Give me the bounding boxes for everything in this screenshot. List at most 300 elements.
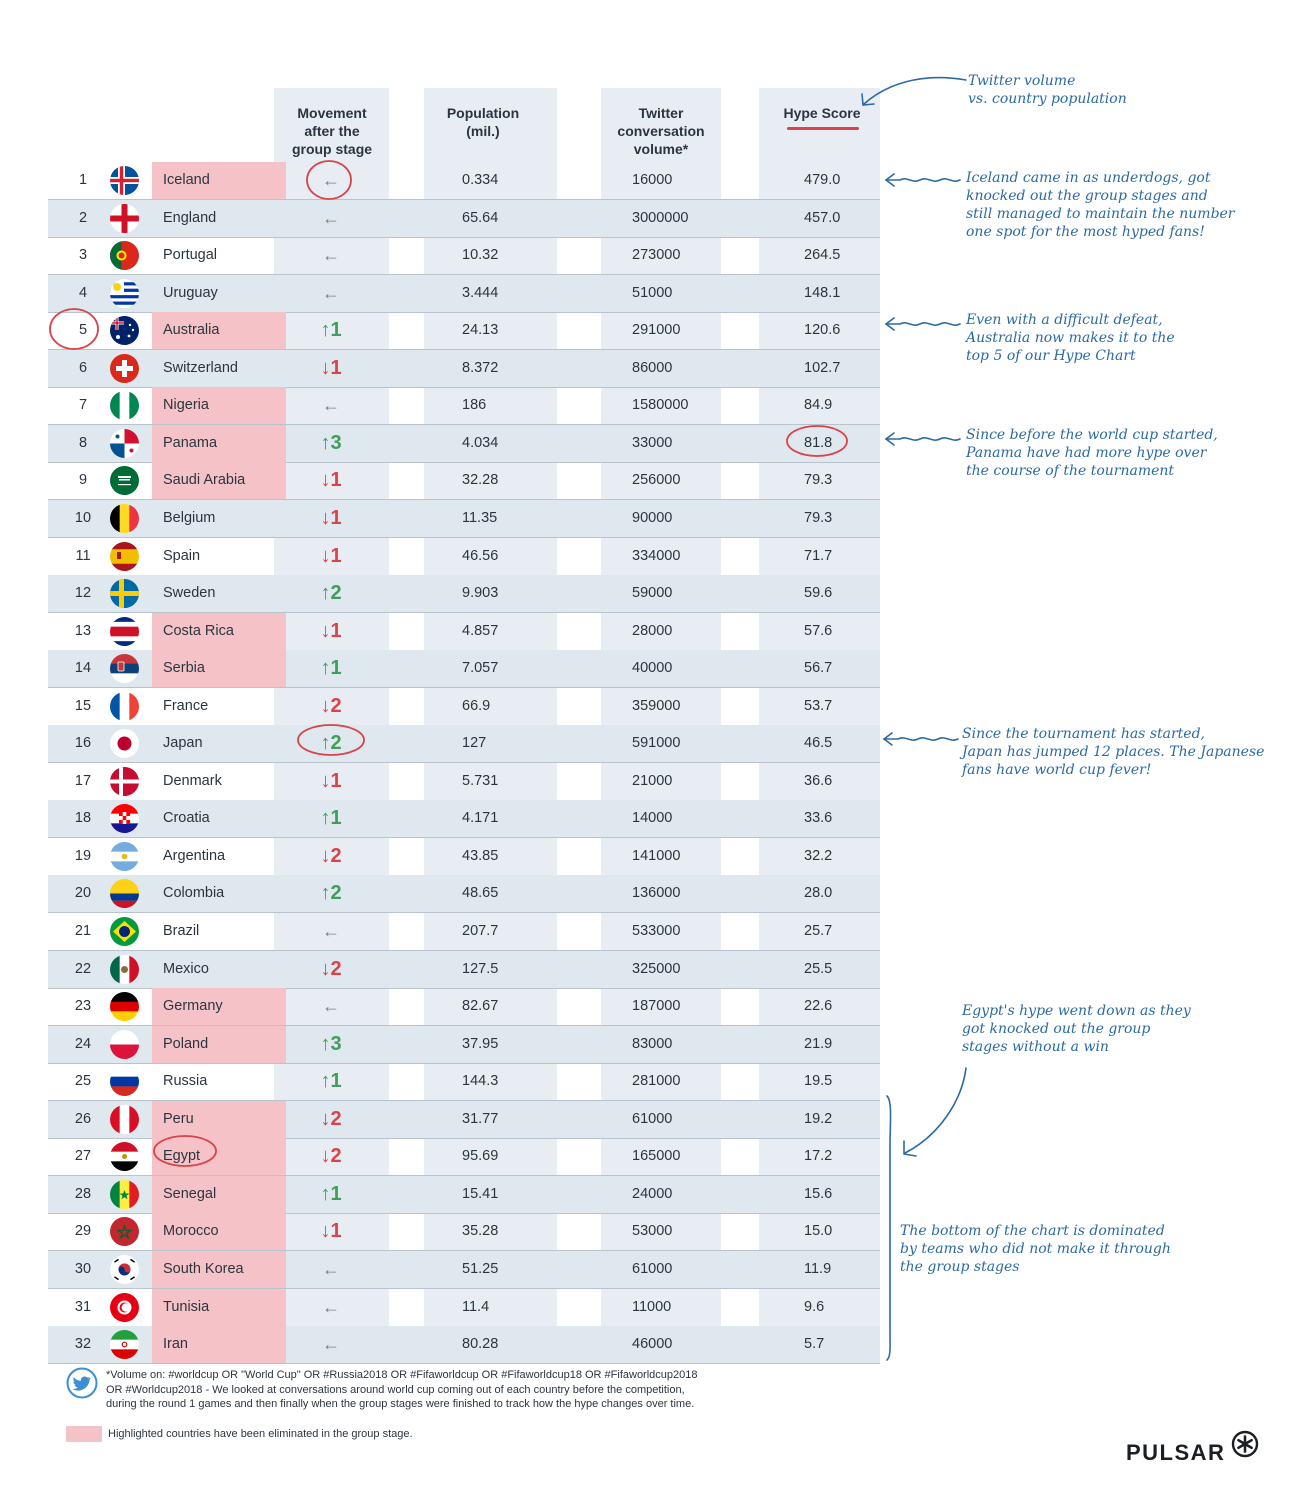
note-line: Twitter volume [968,73,1076,89]
movement-cell: ↑1 [320,1182,342,1205]
movement-cell: ↑3 [320,431,342,454]
movement-cell: ← [322,282,340,303]
hype-score-cell: 22.6 [804,998,833,1015]
bottom-note [900,1222,1171,1276]
note-line: Even with a difficult defeat, [966,312,1163,328]
brand-logo [1126,1440,1259,1472]
movement-cell: ← [322,921,340,941]
hype-score-cell: 479.0 [804,172,841,188]
rank-cell: 27 [74,1148,92,1165]
country-cell: Russia [163,1073,208,1090]
table-row [48,462,880,500]
hype-score-cell: 79.3 [804,509,833,526]
hype-score-cell: 53.7 [804,697,833,714]
population-cell: 207.7 [462,923,499,939]
rank-cell: 5 [78,322,88,339]
hype-score-cell: 264.5 [804,247,841,264]
country-cell: England [163,209,217,226]
population-cell: 24.13 [462,322,499,339]
rank-cell: 31 [74,1298,92,1315]
movement-cell: ↑2 [320,582,342,605]
table-row [48,913,880,951]
header-population: Population (mil.) [446,105,520,139]
hype-score-cell: 102.7 [804,359,841,376]
twitter-volume-cell: 187000 [632,998,681,1015]
note-line: Australia now makes it to the [966,330,1175,346]
hype-score-cell: 9.6 [804,1298,825,1315]
population-cell: 80.28 [462,1336,499,1353]
twitter-volume-cell: 59000 [632,585,673,602]
twitter-volume-cell: 136000 [632,885,681,902]
rank-cell: 7 [78,397,88,414]
movement-cell: ↓1 [320,619,342,642]
germany-flag-icon [110,992,139,1021]
population-cell: 95.69 [462,1148,499,1165]
population-cell: 43.85 [462,847,499,864]
twitter-volume-cell: 46000 [632,1336,673,1353]
rank-cell: 12 [74,585,92,602]
movement-cell: ↓1 [320,469,342,492]
rank-cell: 18 [74,810,92,827]
population-cell: 9.903 [462,585,499,602]
sweden-flag-icon [110,579,139,608]
country-cell: Egypt [152,1138,286,1175]
twitter-volume-cell: 141000 [632,847,681,864]
table-row [48,538,880,576]
poland-flag-icon [110,1030,139,1059]
hype-score-cell: 15.6 [804,1185,833,1202]
twitter-volume-cell: 40000 [632,660,673,677]
portugal-flag-icon [110,241,139,270]
twitter-volume-cell: 53000 [632,1223,673,1240]
iceland-note-arrow [886,179,960,181]
note-line: Panama have had more hype over [966,445,1207,461]
population-cell: 65.64 [462,209,499,226]
population-cell: 186 [462,397,487,414]
movement-cell: ↓2 [320,694,342,717]
spain-flag-icon [110,542,139,571]
rank-cell: 22 [74,960,92,977]
country-cell: Costa Rica [152,613,286,650]
table-row [48,312,880,350]
senegal-flag-icon [110,1180,139,1209]
panama-flag-icon [110,429,139,458]
australia-note [966,311,1175,365]
hype-score-cell: 15.0 [804,1223,833,1240]
rank-cell: 30 [74,1260,92,1277]
movement-cell: ← [322,395,340,416]
hype-score-cell: 11.9 [804,1260,832,1277]
population-cell: 4.034 [462,434,499,451]
table-row [48,1213,880,1251]
twitter-volume-cell: 1580000 [632,397,689,414]
note-line: the course of the tournament [966,463,1175,479]
hype-score-cell: 148.1 [804,284,841,301]
rank-cell: 16 [74,735,92,752]
costarica-flag-icon [110,617,139,646]
rank-cell: 19 [74,847,92,864]
rank-cell: 6 [78,359,88,376]
rank-cell: 11 [75,547,91,564]
hype-score-cell: 56.7 [804,660,833,677]
footnote-line: *Volume on: #worldcup OR "World Cup" OR #Russia2018 OR #Fifaworldcup OR #Fifaworldcup18 OR #Fifaworldcup2018 [106,1369,698,1381]
croatia-flag-icon [110,804,139,833]
twitter-volume-cell: 291000 [632,322,681,339]
population-cell: 127 [462,735,487,752]
hype-score-cell: 120.6 [804,322,841,339]
movement-cell: ↑2 [320,882,342,905]
movement-cell: ← [322,170,340,190]
rank-cell: 13 [74,622,92,639]
iceland-flag-icon [110,166,139,195]
iran-flag-icon [110,1330,139,1359]
table-row [48,1176,880,1214]
hype-score-cell: 21.9 [804,1035,833,1052]
japan-note-arrowhead [884,733,892,745]
twitter-volume-cell: 325000 [632,960,681,977]
movement-cell: ↓1 [320,356,342,379]
country-cell: Belgium [163,509,216,526]
twitter-volume-cell: 24000 [632,1185,673,1202]
rank-cell: 20 [74,885,92,902]
country-cell: Morocco [152,1213,286,1250]
eliminated-legend-text: Highlighted countries have been eliminated in the group stage. [108,1428,413,1440]
table-row [48,763,880,801]
movement-cell: ↓1 [320,544,342,567]
rank-cell: 4 [78,284,88,301]
footnote-line: during the round 1 games and then finally when the group stages were finished to track how the hype changes over time. [106,1398,695,1410]
note-line: knocked out the group stages and [966,188,1208,204]
country-cell: Brazil [163,923,200,939]
note-line: Egypt's hype went down as they [962,1003,1191,1019]
twitter-volume-cell: 3000000 [632,209,689,226]
rank-cell: 25 [74,1073,92,1090]
twitter-volume-cell: 28000 [632,622,673,639]
header-hype: Hype Score [783,105,861,121]
twitter-volume-note [968,72,1127,108]
population-cell: 8.372 [462,359,499,376]
japan-flag-icon [110,729,139,758]
country-cell: Australia [152,312,286,349]
switzerland-flag-icon [110,354,139,383]
hype-score-cell: 32.2 [804,847,833,864]
population-cell: 37.95 [462,1035,499,1052]
panama-note-arrow [886,438,960,440]
table-row [48,1138,880,1176]
egypt-note [962,1002,1191,1056]
twitter-volume-cell: 273000 [632,247,681,264]
table-row [48,575,880,613]
morocco-flag-icon [110,1217,139,1246]
table-row [48,275,880,313]
table-row [48,500,880,538]
country-cell: Tunisia [152,1289,286,1326]
country-cell: Panama [152,425,286,462]
hype-score-cell: 17.2 [804,1148,833,1165]
nigeria-flag-icon [110,391,139,420]
movement-cell: ↓2 [320,1107,342,1130]
table-row [48,425,880,463]
population-cell: 15.41 [462,1185,499,1202]
note-line: fans have world cup fever! [962,762,1152,778]
rank-cell: 2 [78,209,88,226]
table-row [48,1251,880,1289]
iceland-note-arrowhead [886,174,894,186]
population-cell: 0.334 [462,172,499,188]
rank-cell: 32 [74,1336,92,1353]
movement-cell: ↓1 [320,1220,342,1243]
serbia-flag-icon [110,654,139,683]
hype-score-cell: 5.7 [804,1336,825,1353]
table-row [48,725,880,763]
population-cell: 4.171 [462,810,499,827]
population-cell: 11.4 [462,1298,490,1315]
hype-score-cell: 25.5 [804,960,833,977]
table-row [48,1289,880,1327]
twitter-volume-cell: 334000 [632,547,681,564]
population-cell: 51.25 [462,1260,499,1277]
country-cell: South Korea [152,1251,286,1288]
movement-cell: ← [322,245,340,266]
population-cell: 127.5 [462,960,499,977]
table-row [48,1026,880,1064]
population-cell: 7.057 [462,660,499,677]
note-line: Since before the world cup started, [966,427,1218,443]
note-line: by teams who did not make it through [900,1241,1171,1257]
hype-score-cell: 79.3 [804,472,833,489]
twitter-volume-cell: 359000 [632,697,681,714]
egypt-flag-icon [110,1142,139,1171]
note-line: stages without a win [962,1039,1109,1055]
japan-note-arrow [884,738,958,740]
twitter-volume-cell: 33000 [632,434,673,451]
note-line: top 5 of our Hype Chart [966,348,1136,364]
movement-cell: ← [322,207,340,228]
twitter-volume-cell: 83000 [632,1035,673,1052]
mexico-flag-icon [110,955,139,984]
hype-score-cell: 46.5 [804,735,833,752]
rank-cell: 26 [74,1110,92,1127]
country-cell: Croatia [163,810,210,827]
movement-cell: ↓2 [320,1145,342,1168]
hype-score-cell: 25.7 [804,923,833,939]
country-cell: Serbia [152,650,286,687]
country-cell: Germany [152,988,286,1025]
table-row [48,875,880,913]
country-cell: Argentina [163,847,226,864]
note-line: the group stages [900,1259,1020,1275]
russia-flag-icon [110,1067,139,1096]
country-cell: Colombia [163,885,225,902]
rank-cell: 24 [74,1035,92,1052]
table-row [48,838,880,876]
country-cell: Iceland [152,162,286,199]
tunisia-flag-icon [110,1293,139,1322]
rank-cell: 15 [74,697,92,714]
table-row [48,688,880,726]
header-twitter: Twitter conversation volume* [617,105,705,157]
table-row [48,350,880,388]
hype-score-cell: 81.8 [804,434,833,451]
rank-cell: 17 [74,772,92,789]
twitter-volume-cell: 533000 [632,923,681,939]
country-cell: Spain [163,547,201,564]
twitter-icon [66,1367,98,1399]
population-cell: 144.3 [462,1073,499,1090]
pulsar-star-icon [1231,1430,1259,1463]
country-cell: Sweden [163,585,216,602]
twitter-volume-cell: 256000 [632,472,681,489]
australia-note-arrow [886,323,960,325]
colombia-flag-icon [110,879,139,908]
egypt-note-arrow [905,1068,966,1153]
country-cell: Switzerland [163,359,238,376]
england-flag-icon [110,204,139,233]
iceland-note [966,169,1235,241]
panama-note-arrowhead [886,433,894,445]
table-row [48,162,880,200]
rank-cell: 3 [78,247,88,264]
hype-score-cell: 84.9 [804,397,833,414]
rank-cell: 29 [74,1223,92,1240]
hype-score-cell: 57.6 [804,622,833,639]
japan-note [962,725,1264,779]
note-line: Iceland came in as underdogs, got [966,170,1211,186]
note-line: got knocked out the group [962,1021,1151,1037]
population-cell: 32.28 [462,472,499,489]
table-row [48,200,880,238]
eliminated-legend-swatch [66,1426,102,1442]
uruguay-flag-icon [110,279,139,308]
hype-score-cell: 19.5 [804,1073,833,1090]
rank-cell: 28 [74,1185,92,1202]
table-row [48,1101,880,1139]
movement-cell: ↑1 [320,657,342,680]
movement-cell: ↓2 [320,957,342,980]
peru-flag-icon [110,1105,139,1134]
table-row [48,237,880,275]
hype-score-cell: 19.2 [804,1110,833,1127]
note-line: The bottom of the chart is dominated [900,1223,1165,1239]
country-cell: Denmark [163,772,222,789]
rank-cell: 8 [78,434,88,451]
population-cell: 66.9 [462,697,491,714]
note-line: one spot for the most hyped fans! [966,224,1205,240]
movement-cell: ↑1 [320,1070,342,1093]
population-cell: 48.65 [462,885,499,902]
twitter-volume-cell: 51000 [632,284,673,301]
population-cell: 3.444 [462,284,499,301]
movement-cell: ← [322,1334,340,1355]
twitter-volume-cell: 90000 [632,509,673,526]
table-row [48,613,880,651]
rank-cell: 21 [74,923,92,939]
country-cell: Mexico [163,960,209,977]
twitter-volume-cell: 61000 [632,1110,673,1127]
country-cell: Poland [152,1026,286,1063]
southkorea-flag-icon [110,1255,139,1284]
country-cell: Senegal [152,1176,286,1213]
rank-cell: 10 [74,509,92,526]
hype-score-cell: 71.7 [804,547,833,564]
rank-cell: 23 [74,998,92,1015]
bottom-bracket [887,1096,891,1360]
country-cell: France [163,697,209,714]
movement-cell: ↑2 [320,732,342,755]
country-cell: Portugal [163,247,218,264]
hype-header-underline [787,127,859,130]
movement-cell: ↑3 [320,1032,342,1055]
twitter-volume-cell: 165000 [632,1148,681,1165]
table-row [48,650,880,688]
rank-cell: 14 [74,660,92,677]
belgium-flag-icon [110,504,139,533]
twitter-volume-cell: 14000 [632,810,673,827]
rank-cell: 9 [78,472,88,489]
hype-score-cell: 59.6 [804,585,833,602]
movement-cell: ↓1 [320,769,342,792]
country-cell: Saudi Arabia [152,462,286,499]
movement-cell: ← [322,996,340,1017]
movement-cell: ↑1 [320,319,342,342]
egypt-note-arrowhead [904,1141,916,1156]
country-cell: Peru [152,1101,286,1138]
note-line: Since the tournament has started, [962,726,1205,742]
movement-cell: ↑1 [320,807,342,830]
argentina-flag-icon [110,842,139,871]
rank-cell: 1 [78,172,88,188]
hype-score-cell: 457.0 [804,209,841,226]
denmark-flag-icon [110,767,139,796]
movement-cell: ↓2 [320,844,342,867]
table-row [48,951,880,989]
panama-note [966,426,1218,480]
population-cell: 46.56 [462,547,499,564]
twitter-volume-cell: 21000 [632,772,673,789]
footnote [106,1368,806,1412]
note-line: still managed to maintain the number [966,206,1235,222]
footnote-line: OR #Worldcup2018 - We looked at conversations around world cup coming out of each country before the competition, [106,1383,685,1396]
header-movement: Movement after the group stage [291,105,373,157]
australia-note-arrowhead [886,318,894,330]
population-cell: 11.35 [462,509,498,526]
table-row [48,800,880,838]
twitter-volume-cell: 16000 [632,172,673,188]
saudi-flag-icon [110,466,139,495]
population-cell: 35.28 [462,1223,499,1240]
hype-score-cell: 28.0 [804,885,833,902]
note-line: vs. country population [968,91,1127,107]
twitter-volume-cell: 61000 [632,1260,673,1277]
movement-cell: ← [322,1296,340,1317]
twitter-volume-cell: 86000 [632,359,673,376]
table-row [48,1063,880,1101]
population-cell: 5.731 [462,772,499,789]
movement-cell: ↓1 [320,506,342,529]
brand-name: PULSAR [1126,1440,1226,1465]
population-cell: 10.32 [462,247,499,264]
hype-score-cell: 36.6 [804,772,833,789]
population-cell: 31.77 [462,1110,499,1127]
france-flag-icon [110,692,139,721]
note-line: Japan has jumped 12 places. The Japanese [962,744,1265,760]
table-row [48,1326,880,1364]
country-cell: Japan [163,735,203,752]
table-row [48,988,880,1026]
hype-score-cell: 33.6 [804,810,833,827]
australia-flag-icon [110,316,139,345]
country-cell: Iran [152,1326,286,1363]
